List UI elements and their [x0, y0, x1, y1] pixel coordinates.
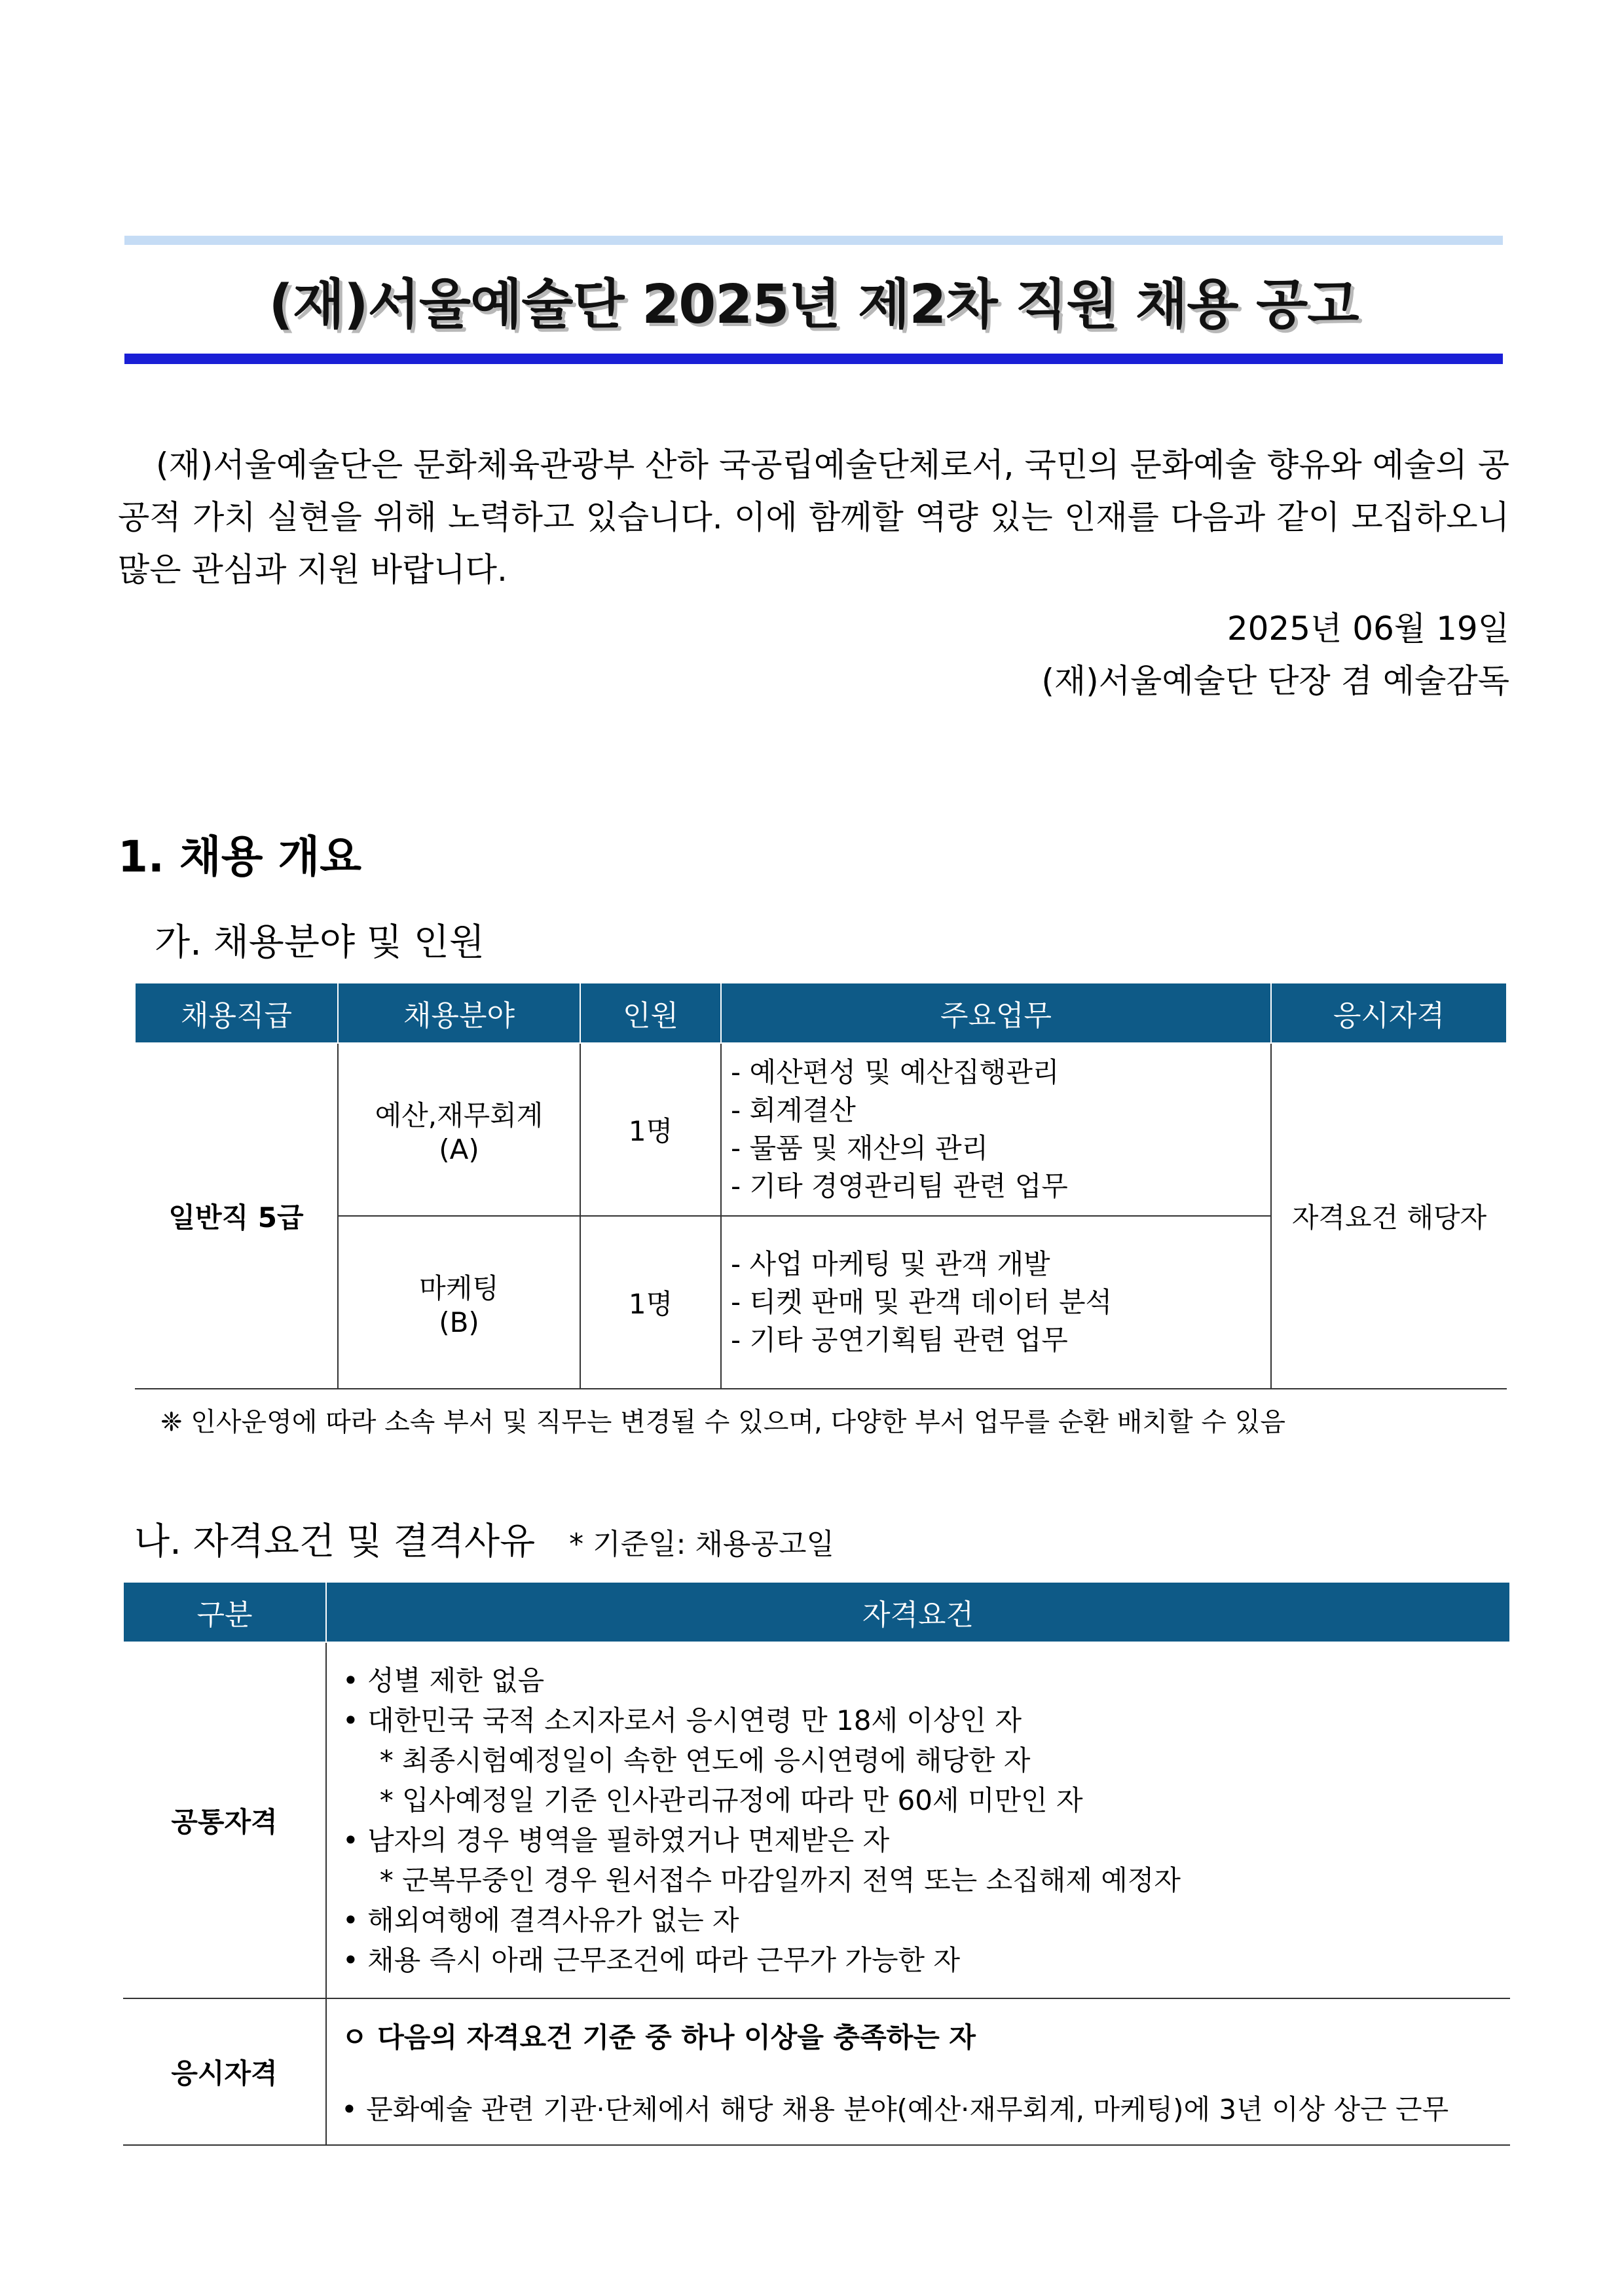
table-row	[135, 1043, 1507, 1216]
header-qualification: 응시자격	[1271, 983, 1507, 1043]
duty-item: - 회계결산	[731, 1094, 856, 1126]
signatory: (재)서울예술단 단장 겸 예술감독	[1041, 662, 1509, 700]
header-count: 인원	[580, 983, 721, 1043]
common-label: 공통자격	[123, 1642, 326, 1998]
common-requirements	[326, 1642, 1510, 1998]
requirement-item: • 성별 제한 없음	[342, 1664, 545, 1697]
field-code: (A)	[439, 1133, 479, 1166]
requirement-item: • 남자의 경우 병역을 필하였거나 면제받은 자	[342, 1824, 890, 1856]
recruitment-table	[134, 982, 1507, 1389]
qualification-table	[122, 1581, 1511, 2146]
duties-cell	[721, 1043, 1271, 1216]
header-field: 채용분야	[338, 983, 580, 1043]
requirement-item: • 해외여행에 결격사유가 없는 자	[342, 1904, 739, 1936]
field-name: 마케팅	[419, 1272, 499, 1304]
apply-item: • 문화예술 관련 기관·단체에서 해당 채용 분야(예산·재무회계, 마케팅)에 3년 이상 상근 근무	[341, 2093, 1449, 2125]
notice-date: 2025년 06월 19일	[1227, 610, 1509, 648]
table-row	[123, 1642, 1510, 1998]
basis-date-note: * 기준일: 채용공고일	[569, 1528, 834, 1561]
count-cell: 1명	[580, 1043, 721, 1216]
requirement-item: • 채용 즉시 아래 근무조건에 따라 근무가 가능한 자	[342, 1944, 961, 1976]
table-row	[123, 1998, 1510, 2145]
table-header-row	[123, 1582, 1510, 1642]
header-grade: 채용직급	[135, 983, 338, 1043]
duty-item: - 기타 공연기획팀 관련 업무	[731, 1324, 1068, 1356]
field-cell	[338, 1216, 580, 1389]
duty-item: - 기타 경영관리팀 관련 업무	[731, 1170, 1068, 1202]
section-heading: 1. 채용 개요	[118, 832, 361, 882]
subsection-heading-na	[134, 1513, 834, 1565]
table-header-row	[135, 983, 1507, 1043]
apply-heading: ㅇ 다음의 자격요건 기준 중 하나 이상을 충족하는 자	[341, 2021, 976, 2053]
field-name: 예산,재무회계	[375, 1099, 544, 1131]
field-cell	[338, 1043, 580, 1216]
duties-cell	[721, 1216, 1271, 1389]
apply-label: 응시자격	[123, 1998, 326, 2145]
apply-requirements	[326, 1998, 1510, 2145]
title-top-bar	[124, 236, 1503, 245]
requirement-subitem: * 군복무중인 경우 원서접수 마감일까지 전역 또는 소집해제 예정자	[362, 1864, 1181, 1896]
title-bottom-bar	[124, 354, 1503, 364]
page-title: (재)서울예술단 2025년 제2차 직원 채용 공고	[268, 274, 1359, 336]
duty-item: - 사업 마케팅 및 관객 개발	[731, 1248, 1050, 1280]
grade-cell: 일반직 5급	[135, 1043, 338, 1389]
requirement-subitem: * 입사예정일 기준 인사관리규정에 따라 만 60세 미만인 자	[362, 1784, 1083, 1816]
duty-item: - 티켓 판매 및 관객 데이터 분석	[731, 1286, 1113, 1318]
header-category: 구분	[123, 1582, 326, 1642]
subsection-title: 나. 자격요건 및 결격사유	[134, 1520, 536, 1563]
intro-paragraph: (재)서울예술단은 문화체육관광부 산하 국공립예술단체로서, 국민의 문화예술 향유와 예술의 공공적 가치 실현을 위해 노력하고 있습니다. 이에 함께할 역량 있는 인재를 다음과 같이 모집하오니 많은 관심과 지원 바랍니다.	[118, 446, 1509, 589]
count-cell: 1명	[580, 1216, 721, 1389]
qualification-cell: 자격요건 해당자	[1271, 1043, 1507, 1389]
header-requirements: 자격요건	[326, 1582, 1510, 1642]
field-code: (B)	[439, 1306, 479, 1338]
subsection-heading-ga: 가. 채용분야 및 인원	[155, 921, 485, 964]
duty-item: - 예산편성 및 예산집행관리	[731, 1056, 1060, 1088]
duty-item: - 물품 및 재산의 관리	[731, 1132, 989, 1164]
requirement-subitem: * 최종시험예정일이 속한 연도에 응시연령에 해당한 자	[362, 1744, 1031, 1776]
requirement-item: • 대한민국 국적 소지자로서 응시연령 만 18세 이상인 자	[342, 1704, 1022, 1736]
header-duties: 주요업무	[721, 983, 1271, 1043]
table-note: ❈ 인사운영에 따라 소속 부서 및 직무는 변경될 수 있으며, 다양한 부서 업무를 순환 배치할 수 있음	[160, 1407, 1285, 1437]
